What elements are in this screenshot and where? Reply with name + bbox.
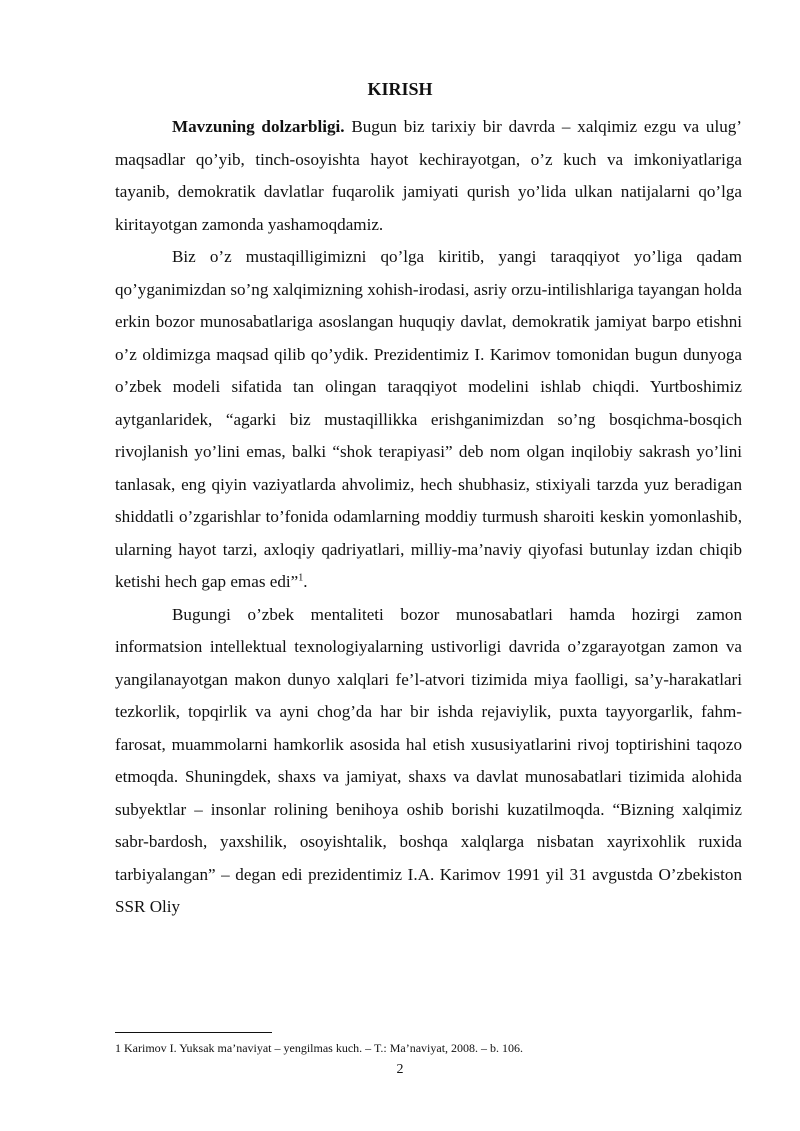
footnote-reference[interactable]: 1	[298, 572, 304, 584]
paragraph-text: Bugun biz tarixiy bir davrda – xalqimiz ezgu va ulug’ maqsadlar qo’yib, tinch-osoyishta hayot kechirayotgan, o’z kuch va imkoniyatlariga tayanib, demokratik davlatlar fuqarolik jamiyati qurish yo’lida ulkan natijalarni qo’lga kiritayotgan zamonda yashamoqdamiz.	[115, 117, 742, 234]
body-text	[115, 111, 742, 924]
page-number: 2	[396, 1062, 404, 1077]
paragraph-text: Bugungi o’zbek mentaliteti bozor munosabatlari hamda hozirgi zamon informatsion intellektual texnologiyalarning ustivorligi davrida o’zgarayotgan zamon va yangilanayotgan makon dunyo xalqlari fe’l-atvori tizimida miya faolligi, sa’y-harakatlari tezkorlik, topqirlik va ayni chog’da har bir ishda rejaviylik, puxta tayyorgarlik, fahm-farosat, muammolarni hamkorlik asosida hal etish xususiyatlarini rivoj toptirishini taqozo etmoqda. Shuningdek, shaxs va jamiyat, shaxs va davlat munosabatlari tizimida alohida subyektlar – insonlar rolining benihoya oshib borishi kuzatilmoqda. “Bizning xalqimiz sabr-bardosh, yaxshilik, osoyishtalik, boshqa xalqlarga nisbatan xayrixohlik ruxida tarbiyalangan” – degan edi prezidentimiz I.A. Karimov 1991 yil 31 avgustda O’zbekiston SSR Oliy	[115, 604, 742, 916]
paragraph-relevance	[115, 111, 742, 241]
footnote: 1 Karimov I. Yuksak ma’naviyat – yengilmas kuch. – T.: Ma’naviyat, 2008. – b. 106.	[115, 1041, 524, 1055]
paragraph-independence	[115, 241, 742, 599]
paragraph-tail: .	[303, 572, 308, 591]
paragraph-lead-heading: Mavzuning dolzarbligi.	[172, 117, 345, 136]
paragraph-mentality	[115, 599, 742, 924]
paragraph-text: Biz o’z mustaqilligimizni qo’lga kiritib, yangi taraqqiyot yo’liga qadam qo’yganimizdan so’ng xalqimizning xohish-irodasi, asriy orzu-intilishlariga tayangan holda erkin bozor munosabatlariga asoslangan huquqiy davlat, demokratik jamiyat barpo etishni o’z oldimizga maqsad qilib qo’ydik. Prezidentimiz I. Karimov tomonidan bugun dunyoga o’zbek modeli sifatida tan olingan taraqqiyot modelini ishlab chiqdi. Yurtboshimiz aytganlaridek, “agarki biz mustaqillikka erishganimizdan so’ng bosqichma-bosqich rivojlanish yo’lini emas, balki “shok terapiyasi” deb nom olgan inqilobiy sakrash yo’lini tanlasak, eng qiyin vaziyatlarda ahvolimiz, hech shubhasiz, stixiyali tarzda yuz beradigan shiddatli o’zgarishlar to’fonida odamlarning moddiy turmush sharoiti keskin yomonlashib, ularning hayot tarzi, axloqiy qadriyatlari, milliy-ma’naviy qiyofasi butunlay izdan chiqib ketishi hech gap emas edi”	[115, 247, 742, 591]
footnote-separator	[115, 1032, 272, 1033]
page-title: KIRISH	[367, 79, 433, 99]
